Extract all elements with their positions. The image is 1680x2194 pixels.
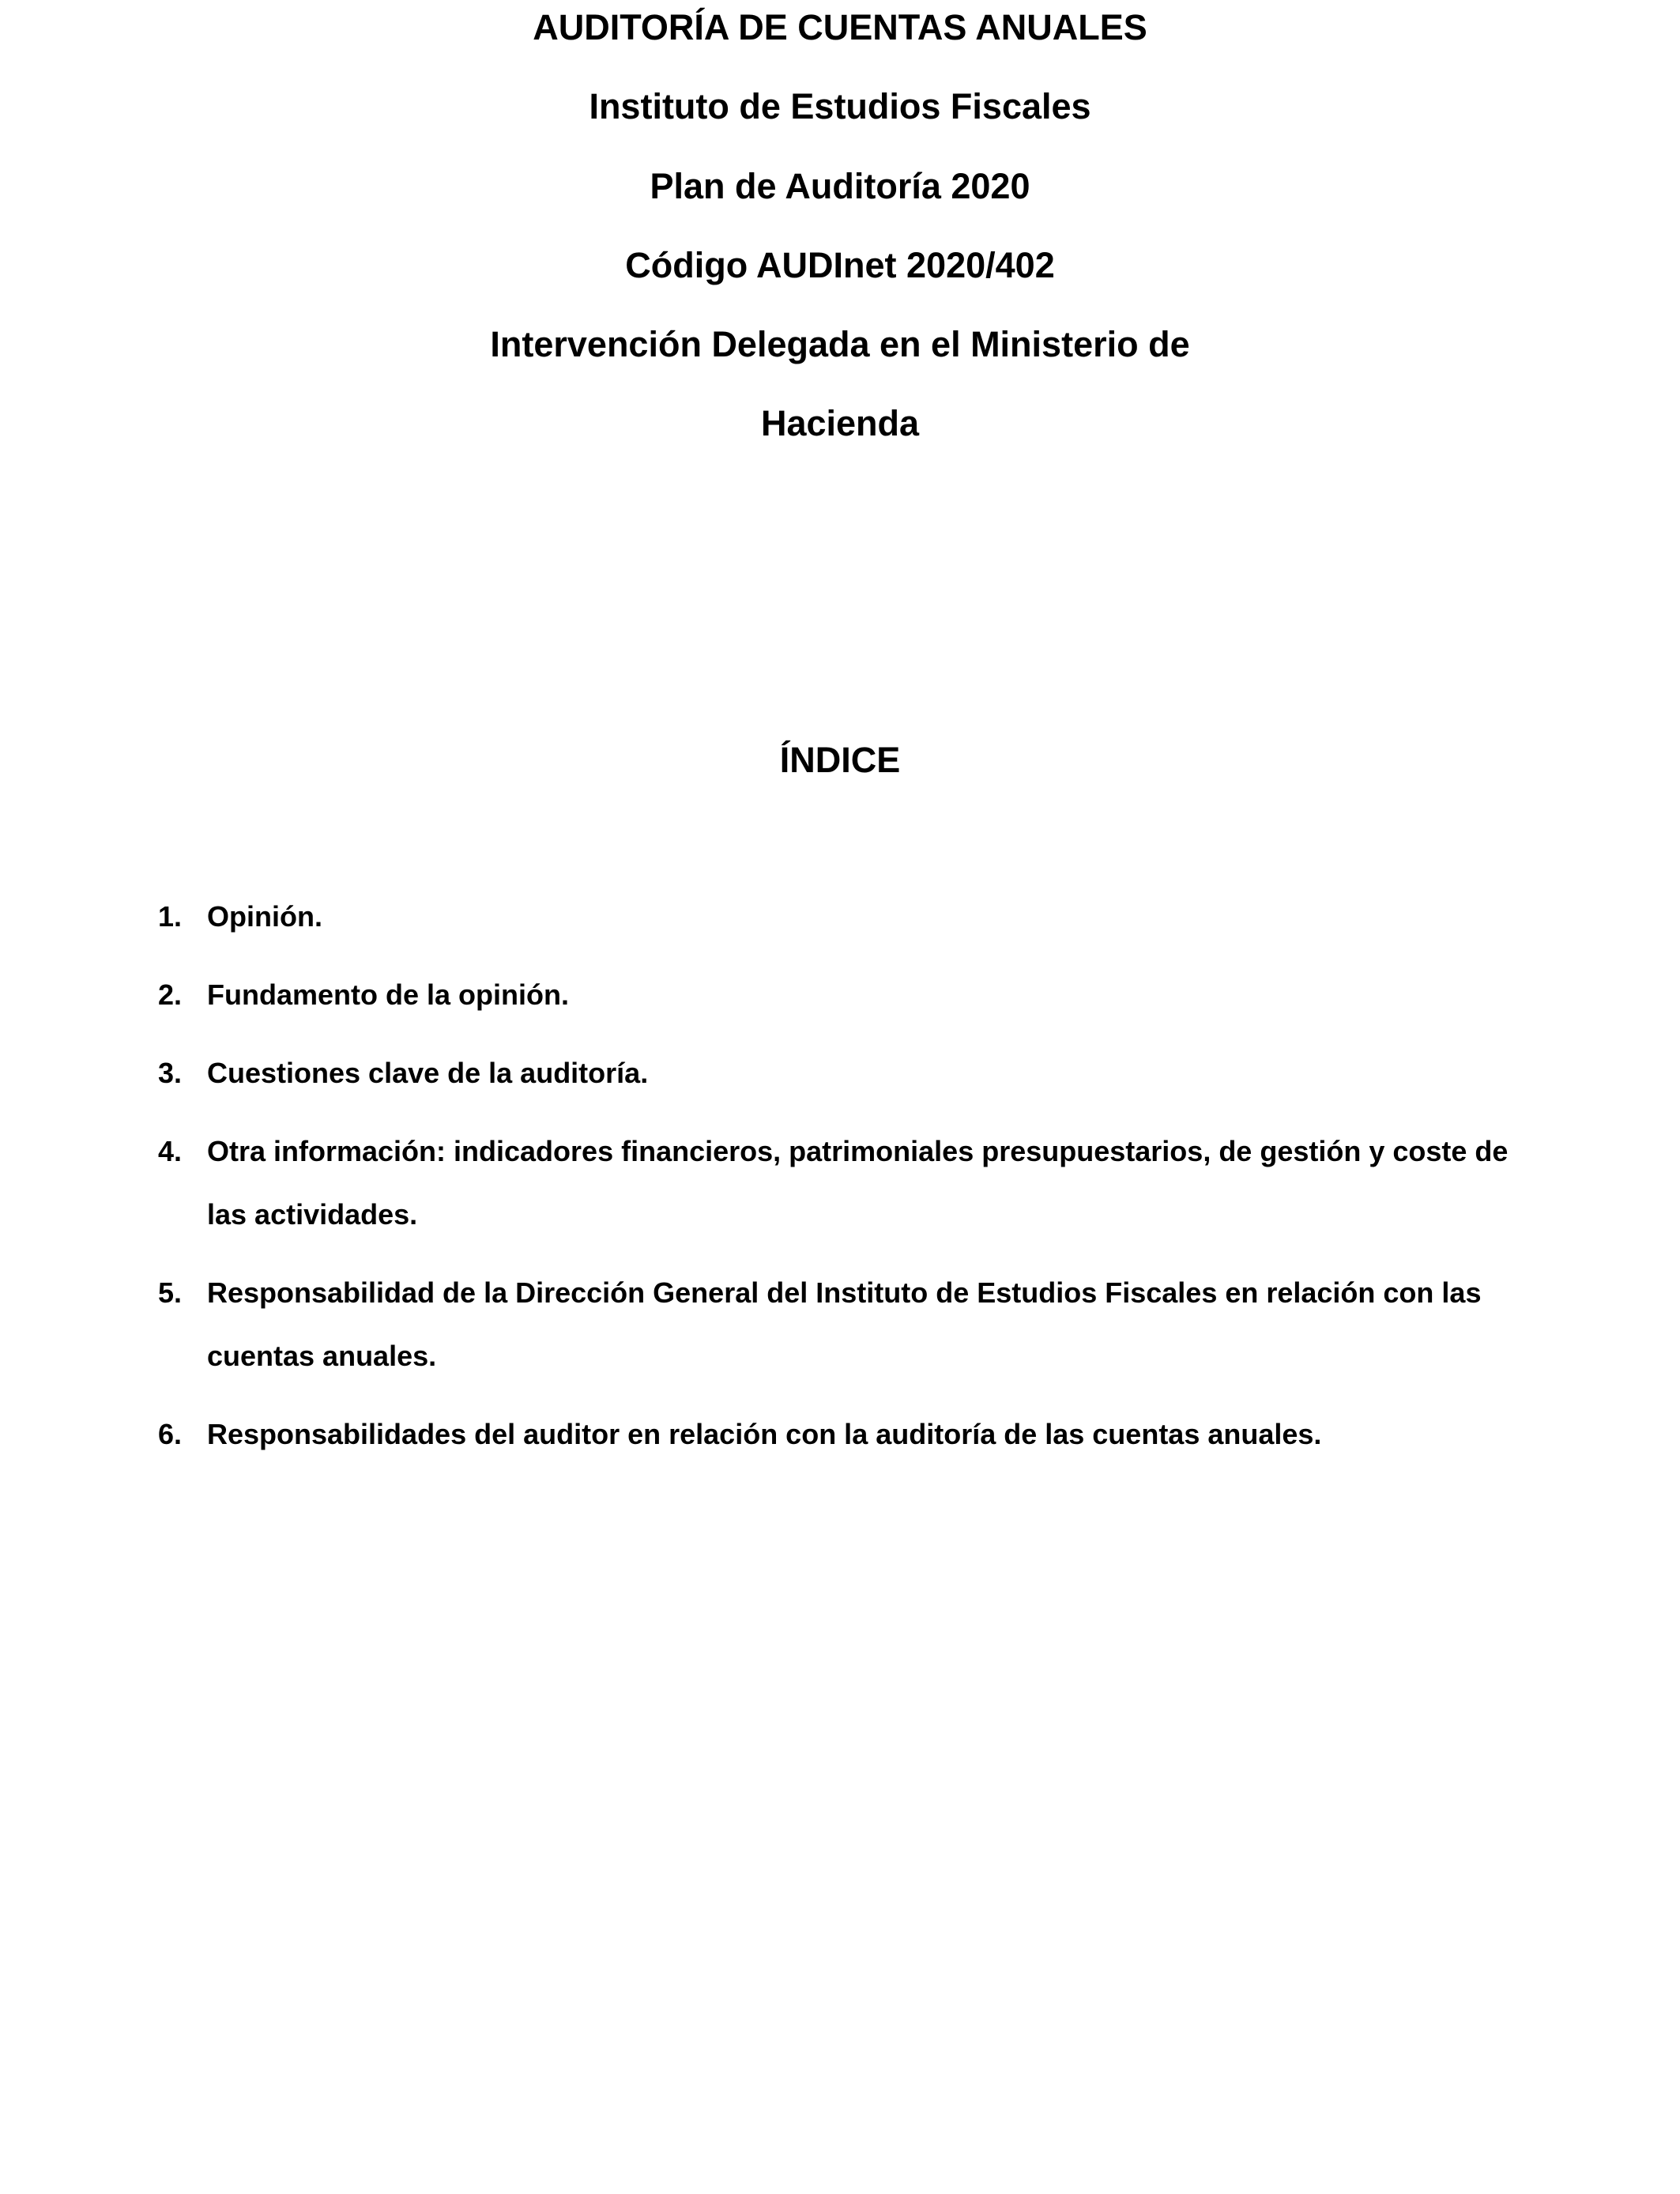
- table-of-contents: [158, 885, 1533, 1481]
- toc-item-otra-informacion: [158, 1120, 1533, 1246]
- toc-item-text: Cuestiones clave de la auditoría.: [207, 1057, 649, 1089]
- toc-item-number: 3.: [158, 1057, 183, 1089]
- institute-name: Instituto de Estudios Fiscales: [589, 86, 1091, 126]
- toc-item-responsabilidades-auditor: [158, 1403, 1533, 1466]
- toc-item-responsabilidad-direccion: [158, 1261, 1533, 1388]
- toc-item-number: 1.: [158, 900, 183, 933]
- intervention-line-2: Hacienda: [760, 403, 920, 443]
- toc-item-text: Responsabilidad de la Dirección General del Instituto de Estudios Fiscales en relación con las cuentas anuales.: [207, 1276, 1482, 1372]
- toc-item-number: 2.: [158, 978, 183, 1011]
- toc-item-text: Otra información: indicadores financieros, patrimoniales presupuestarios, de gestión y coste de las actividades.: [207, 1135, 1509, 1231]
- audinet-code: Código AUDInet 2020/402: [625, 245, 1055, 285]
- toc-item-opinion: [158, 885, 1533, 948]
- toc-item-number: 6.: [158, 1418, 183, 1450]
- toc-item-text: Fundamento de la opinión.: [207, 978, 569, 1011]
- toc-item-cuestiones-clave: [158, 1042, 1533, 1105]
- document-title: AUDITORÍA DE CUENTAS ANUALES: [533, 7, 1147, 47]
- toc-item-number: 5.: [158, 1276, 183, 1309]
- toc-item-fundamento: [158, 963, 1533, 1027]
- toc-item-text: Responsabilidades del auditor en relación con la auditoría de las cuentas anuales.: [207, 1418, 1322, 1450]
- intervention-line-1: Intervención Delegada en el Ministerio de: [490, 324, 1190, 364]
- toc-item-text: Opinión.: [207, 900, 322, 933]
- audit-plan: Plan de Auditoría 2020: [650, 166, 1030, 206]
- index-heading: ÍNDICE: [779, 740, 901, 780]
- toc-item-number: 4.: [158, 1135, 183, 1167]
